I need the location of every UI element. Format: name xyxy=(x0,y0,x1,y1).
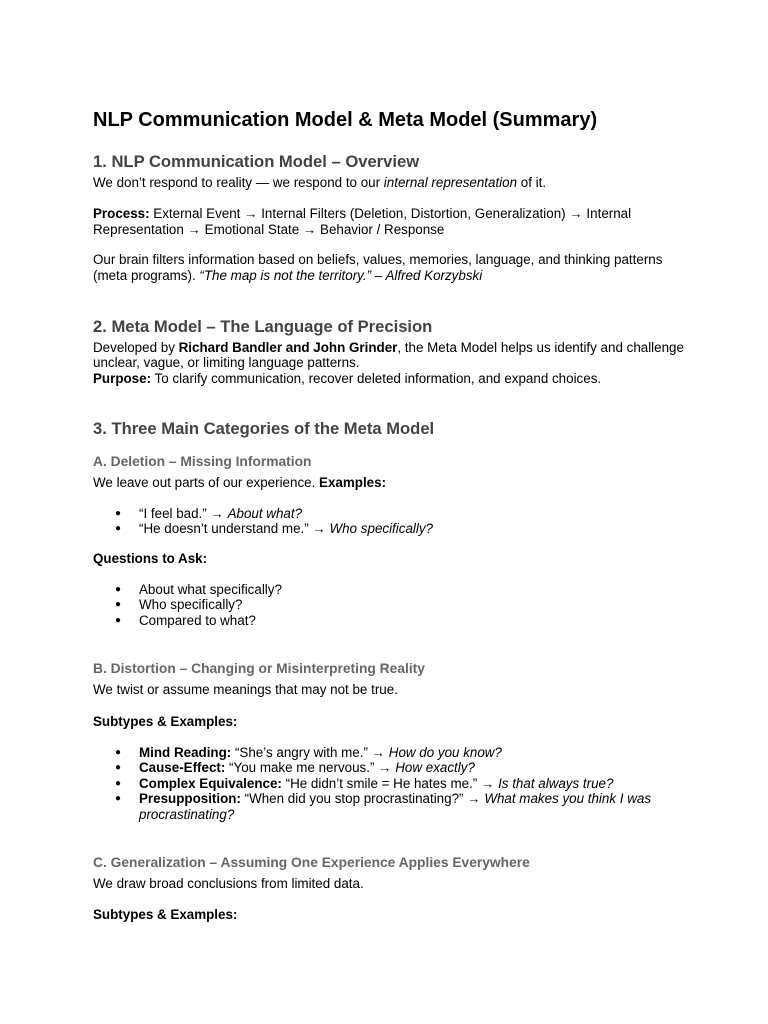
purpose-paragraph: Purpose: To clarify communication, recover deleted information, and expand choices. xyxy=(93,370,602,386)
section-3-heading: 3. Three Main Categories of the Meta Model xyxy=(93,419,435,439)
document-title: NLP Communication Model & Meta Model (Summary) xyxy=(93,109,598,131)
list-item: ● Presupposition: “When did you stop procrastinating?” → What makes you think I was procrastinating? xyxy=(139,791,688,822)
deletion-questions-list xyxy=(93,582,688,628)
list-item: ● Complex Equivalence: “He didn’t smile = He hates me.” → Is that always true? xyxy=(139,776,688,791)
section-1-intro: We don’t respond to reality — we respond to our internal representation of it. xyxy=(93,175,547,190)
list-item: ● Mind Reading: “She’s angry with me.” → How do you know? xyxy=(139,745,688,760)
questions-to-ask-label: Questions to Ask: xyxy=(93,551,208,567)
section-1-heading: 1. NLP Communication Model – Overview xyxy=(93,152,420,171)
distortion-subtypes-label: Subtypes & Examples: xyxy=(93,713,238,729)
list-item: ● “He doesn’t understand me.” → Who specifically? xyxy=(139,521,688,536)
deletion-examples-list xyxy=(93,506,688,537)
section-2-heading: 2. Meta Model – The Language of Precision xyxy=(93,317,433,337)
deletion-intro: We leave out parts of our experience. Examples: xyxy=(93,475,387,491)
generalization-intro: We draw broad conclusions from limited data. xyxy=(93,875,364,891)
process-paragraph: Process: External Event → Internal Filters (Deletion, Distortion, Generalization) → Internal Representation → Emotional State → Behavior / Response xyxy=(93,206,632,237)
developed-by-paragraph: Developed by Richard Bandler and John Grinder, the Meta Model helps us identify and challenge unclear, vague, or limiting language patterns. xyxy=(93,340,684,371)
list-item: ● Compared to what? xyxy=(139,613,688,628)
distortion-subtypes-list xyxy=(93,745,688,822)
generalization-subtypes-label: Subtypes & Examples: xyxy=(93,907,238,923)
deletion-heading: A. Deletion – Missing Information xyxy=(93,454,312,470)
distortion-intro: We twist or assume meanings that may not be true. xyxy=(93,682,398,698)
process-label: Process: xyxy=(93,206,150,222)
filters-paragraph: Our brain filters information based on beliefs, values, memories, language, and thinking patterns (meta programs). “The map is not the territory.” – Alfred Korzybski xyxy=(93,252,663,283)
generalization-heading: C. Generalization – Assuming One Experience Applies Everywhere xyxy=(93,854,530,870)
list-item: ● Who specifically? xyxy=(139,597,688,612)
distortion-heading: B. Distortion – Changing or Misinterpreting Reality xyxy=(93,661,425,677)
list-item: ● “I feel bad.” → About what? xyxy=(139,506,688,521)
list-item: ● About what specifically? xyxy=(139,582,688,597)
purpose-label: Purpose: xyxy=(93,370,152,386)
korzybski-quote: “The map is not the territory.” – Alfred Korzybski xyxy=(199,267,483,283)
list-item: ● Cause-Effect: “You make me nervous.” → How exactly? xyxy=(139,760,688,775)
